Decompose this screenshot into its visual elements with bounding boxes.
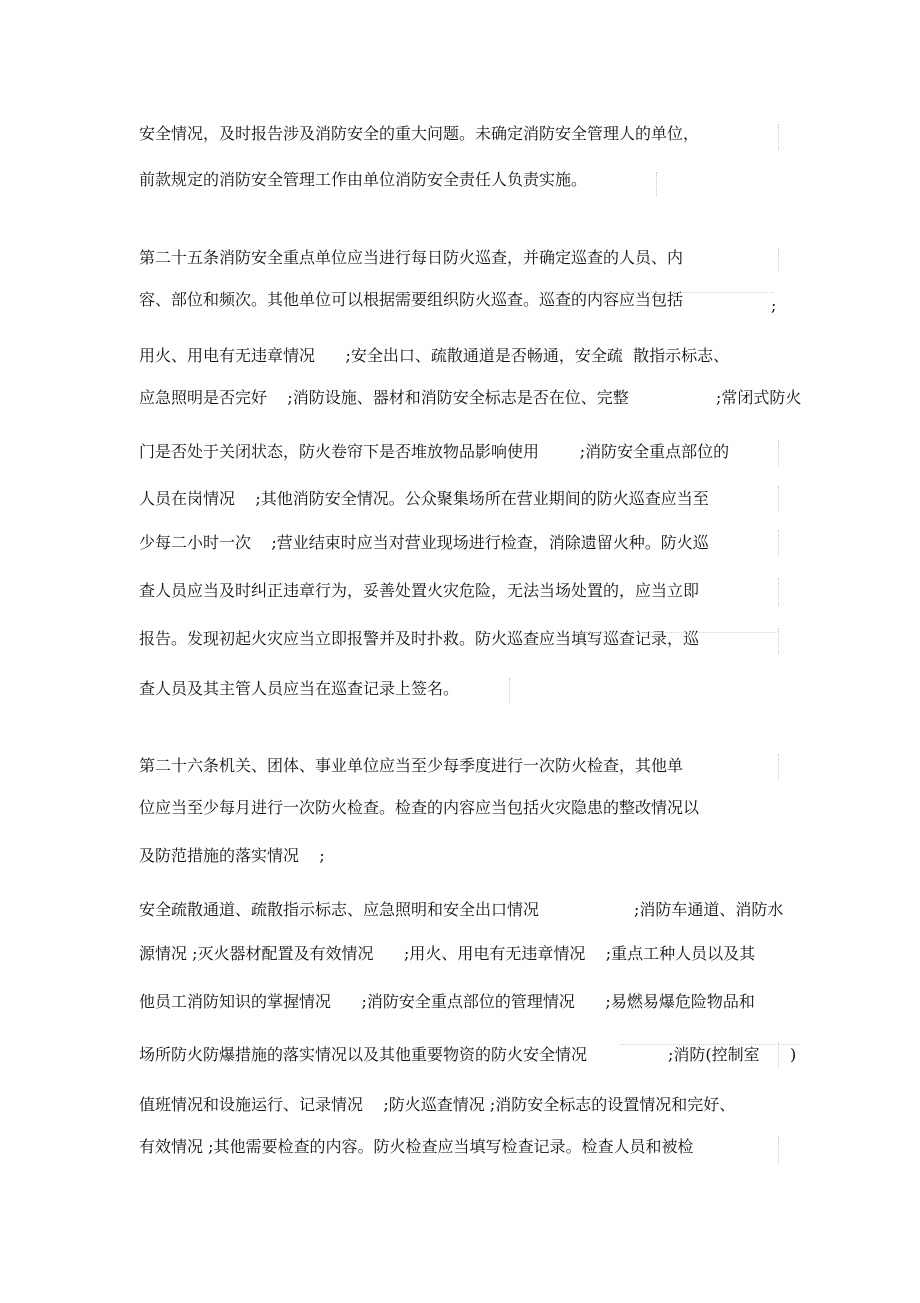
text-fragment: ; (771, 296, 777, 315)
text-fragment: ) (790, 1045, 797, 1064)
text-line: 查人员及其主管人员应当在巡查记录上签名。 (139, 679, 460, 698)
layout-guide (620, 1044, 800, 1045)
text-line: 应急照明是否完好 ;消防设施、器材和消防安全标志是否在位、完整 (139, 388, 629, 407)
text-line: 值班情况和设施运行、记录情况 ;防火巡查情况 ;消防安全标志的设置情况和完好、 (139, 1095, 736, 1114)
text-line: 人员在岗情况 ;其他消防安全情况。公众聚集场所在营业期间的防火巡查应当至 (139, 489, 709, 508)
layout-guide (778, 1042, 779, 1068)
text-line: 第二十五条消防安全重点单位应当进行每日防火巡查，并确定巡查的人员、内 (139, 248, 684, 267)
text-line: 用火、用电有无违章情况 ;安全出口、疏散通道是否畅通，安全疏 散指示标志、 (139, 346, 730, 365)
text-fragment: ;消防(控制室 (668, 1045, 760, 1064)
layout-guide (778, 628, 779, 654)
text-line: 前款规定的消防安全管理工作由单位消防安全责任人负责实施。 (139, 170, 588, 189)
text-fragment: ;常闭式防火 (716, 388, 802, 407)
text-line: 他员工消防知识的掌握情况 ;消防安全重点部位的管理情况 ;易燃易爆危险物品和 (139, 992, 755, 1011)
layout-guide (778, 248, 779, 272)
layout-guide (778, 1136, 779, 1164)
text-line: 场所防火防爆措施的落实情况以及其他重要物资的防火安全情况 (139, 1045, 588, 1064)
layout-guide (778, 754, 779, 780)
text-line: 查人员应当及时纠正违章行为，妥善处置火灾危险，无法当场处置的，应当立即 (139, 581, 700, 600)
layout-guide (778, 124, 779, 150)
text-line: 容、部位和频次。其他单位可以根据需要组织防火巡查。巡查的内容应当包括 (139, 290, 684, 309)
text-fragment: ;消防车通道、消防水 (634, 900, 784, 919)
layout-guide (778, 578, 779, 606)
text-line: 源情况 ;灭火器材配置及有效情况 ;用火、用电有无违章情况 ;重点工种人员以及其 (139, 944, 756, 963)
layout-guide (656, 172, 657, 196)
layout-guide (778, 440, 779, 466)
layout-guide (544, 292, 774, 293)
text-line: 有效情况 ;其他需要检查的内容。防火检查应当填写检查记录。检查人员和被检 (139, 1137, 694, 1156)
layout-guide (778, 530, 779, 556)
text-line: 安全疏散通道、疏散指示标志、应急照明和安全出口情况 (139, 900, 540, 919)
text-line: 门是否处于关闭状态，防火卷帘下是否堆放物品影响使用 ;消防安全重点部位的 (139, 442, 730, 461)
layout-guide (778, 486, 779, 512)
layout-guide (578, 632, 778, 633)
text-line: 少每二小时一次 ;营业结束时应当对营业现场进行检查，消除遗留火种。防火巡 (139, 533, 709, 552)
text-line: 安全情况，及时报告涉及消防安全的重大问题。未确定消防安全管理人的单位， (139, 124, 700, 143)
layout-guide (509, 678, 510, 704)
text-line: 报告。发现初起火灾应当立即报警并及时扑救。防火巡查应当填写巡查记录，巡 (139, 629, 700, 648)
text-line: 第二十六条机关、团体、事业单位应当至少每季度进行一次防火检查，其他单 (139, 756, 684, 775)
text-line: 位应当至少每月进行一次防火检查。检查的内容应当包括火灾隐患的整改情况以 (139, 798, 700, 817)
text-line: 及防范措施的落实情况 ; (139, 846, 325, 865)
